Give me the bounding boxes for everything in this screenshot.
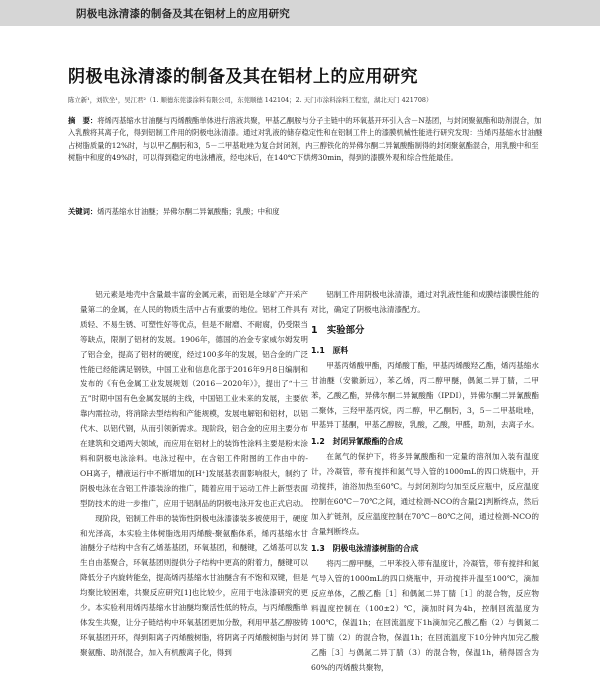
subsection-heading-resin-synthesis: 1.3 阴极电泳清漆树脂的合成 — [311, 543, 419, 553]
right-column — [311, 288, 539, 676]
subsection-heading-blocked-isocyanate: 1.2 封闭异氰酸酯的合成 — [311, 437, 403, 447]
keywords-text: 烯丙基缩水甘油醚；异佛尔酮二异氰酸酯；乳酸；中和度 — [97, 207, 280, 216]
authors-affiliations: 陈立新¹，刘钦坐¹，吴江君²（1. 顺德东莞漆涂料有限公司，东莞顺德 142104；2. 天门市涂料涂料工程室，湖北天门 421708） — [68, 96, 433, 104]
running-header: 阴极电泳清漆的制备及其在铝材上的应用研究 — [76, 8, 290, 20]
subsection-heading-materials: 1.1 原料 — [311, 345, 349, 355]
keywords — [68, 207, 545, 217]
left-column — [80, 288, 308, 661]
section-heading-experimental: 1 实验部分 — [311, 324, 365, 336]
body-paragraph: 铝制工件用阴极电泳清漆，通过对乳液性能和成膜结漆膜性能的对比，确定了阴极电泳清漆配方。 — [311, 290, 539, 314]
abstract — [68, 115, 545, 164]
body-paragraph: 将丙二醇甲醚，二甲苯投入带有温度计，冷凝管，带有搅拌和氮气导入管的1000mL的四口烧瓶中，开动搅拌升温至100℃，滴加反应单体，乙酸乙酯［1］和偶氮二异丁腈［1］的混合物，反应物料温度控制在（100±2）℃，滴加时间为4h，控制回流温度为100℃，保温1h；在回流温度下1h滴加完乙酸乙酯（2）与偶氮二异丁腈（2）的混合物，保温1h；在回流温度下10分钟内加完乙酸乙酯［3］与偶氮二异丁腈（3）的混合物，保温1h，稍得固含为60%的丙烯酸共聚物， — [311, 558, 539, 673]
abstract-label: 摘 要： — [68, 116, 98, 125]
abstract-text: 将烯丙基缩水甘油醚与丙烯酸酯单体进行溶液共聚，甲基乙酮胺与分子主链中的环氧基开环引入含－N基团，与封闭聚氨酯和助剂混合，加入乳酸将其离子化，得到铝制工件用的阴极电泳清漆。通过对乳液的储存稳定性和在铝制工件上的漆膜机械性能进行研究发现：当烯丙基缩水甘油醚占树脂质量的12%时，与以甲乙酮肟和3，5－二甲基吡唑为复合封闭剂，内三醇铁化的异佛尔酮二异氰酸酯制得的封闭聚氨酯混合，用乳酸中和至树脂中和度的49%时，可以得到稳定的电泳槽液，经电沫后，在140℃下烘烤30min，得到的漆膜外观和综合性能最佳。 — [68, 116, 543, 162]
body-paragraph: 在氮气的保护下，将多异氰酸酯和一定量的溶剂加入装有温度计，冷凝管，带有搅拌和氮气导入管的1000mL的四口烧瓶中，开动搅拌，油浴加热至60℃。与封闭剂均匀加至反应瓶中，反应温度控制在60℃－70℃之间，通过检测-NCO的含量[2]判断终点，然后加入扩链剂，反应温度控制在70℃－80℃之间，通过检测-NCO的含量判断终点。 — [311, 452, 539, 536]
running-header-bar — [0, 0, 600, 26]
body-paragraph: 现阶段，铝制工件串的装饰性阴极电泳漆漆装多被使用于，硬度和光泽高，本实验主体树脂选用丙烯酸-聚氨酯体系，烯丙基缩水甘油醚分子结构中含有乙烯基基团，环氧基团，和醚键，乙烯基可以发生自由基聚合，环氧基团则提供分子结构中更高的附着力，醚键可以降低分子内旋转能垒，提高烯丙基缩水甘油醚含有不饱和双键，但是均聚比较困难，共聚反应研究[1]也比较少，应用于电泳漆研究的更少。本实验利用烯丙基缩水甘油醚均聚活性低的特点，与丙烯酸酯单体发生共聚，让分子链结构中环氧基团更加分散，利用甲基乙醇胺铸环氧基团开环，得到阳离子丙烯酸树脂，将阴离子丙烯酸树脂与封闭聚氨酯、助剂混合，加入有机酸离子化，得到 — [80, 513, 308, 657]
keywords-label: 关键词： — [68, 207, 98, 216]
body-paragraph: 甲基丙烯酸甲酯，丙烯酸丁酯，甲基丙烯酸羟乙酯，烯丙基缩水甘油醚（安徽新远），苯乙烯，丙二醇甲醚，偶氮二异丁腈，二甲苯，乙酸乙酯，异佛尔酮二异氰酸酯（IPDI），异佛尔酮二异氰酸酯二聚体，三羟甲基丙烷，丙二醇，甲乙酮肟，3，5－二甲基吡唑，甲基异丁基酮，甲基乙醇胺，乳酸，乙酸，甲醛，助剂，去离子水。 — [311, 360, 539, 430]
paper-title: 阴极电泳清漆的制备及其在铝材上的应用研究 — [68, 67, 418, 87]
body-paragraph: 铝元素是地壳中含量最丰富的金属元素，而铝是全球矿产开采产量第二的金属，在人民的物质生活中占有重要的地位。铝材工件具有质轻、不易生锈、可塑性好等优点，但是不耐磨、不耐腐，仍受限当等缺点，限制了铝材的发展。1906年，德国的冶金专家威尔姆发明了铝合金，提高了铝材的硬度，经过100多年的发展，铝合金的广泛性能已经能满足钢铁，中国工业和信息化部于2016年9月8日编制和发布的《有色金属工业发展规划（2016－2020年）》，提出了“十三五”时期中国有色金属发展的主线，中国铝工业未来的发展，主要依靠内需拉动，将消除去型结构和产能规模，发展电解铝和铝材，以铝代木、以铝代钢，从而引领新需求。现阶段，铝合金的应用主要分布在建筑和交通两大领域，而应用在铝材上的装饰性涂料主要是粉末涂料和阴极电泳涂料。电泳过程中，在含铝工件附图的工作由中的-OH离子，槽液运行中不断增加的[H⁺]发展基表面影响很大，制约了阴极电泳在含铝工件漆装涂的推广，随着应用于运动工件上新型表面型防技术的进一步推广，应用于铝制品的阴极电泳开发也正式启动。 — [80, 290, 308, 508]
